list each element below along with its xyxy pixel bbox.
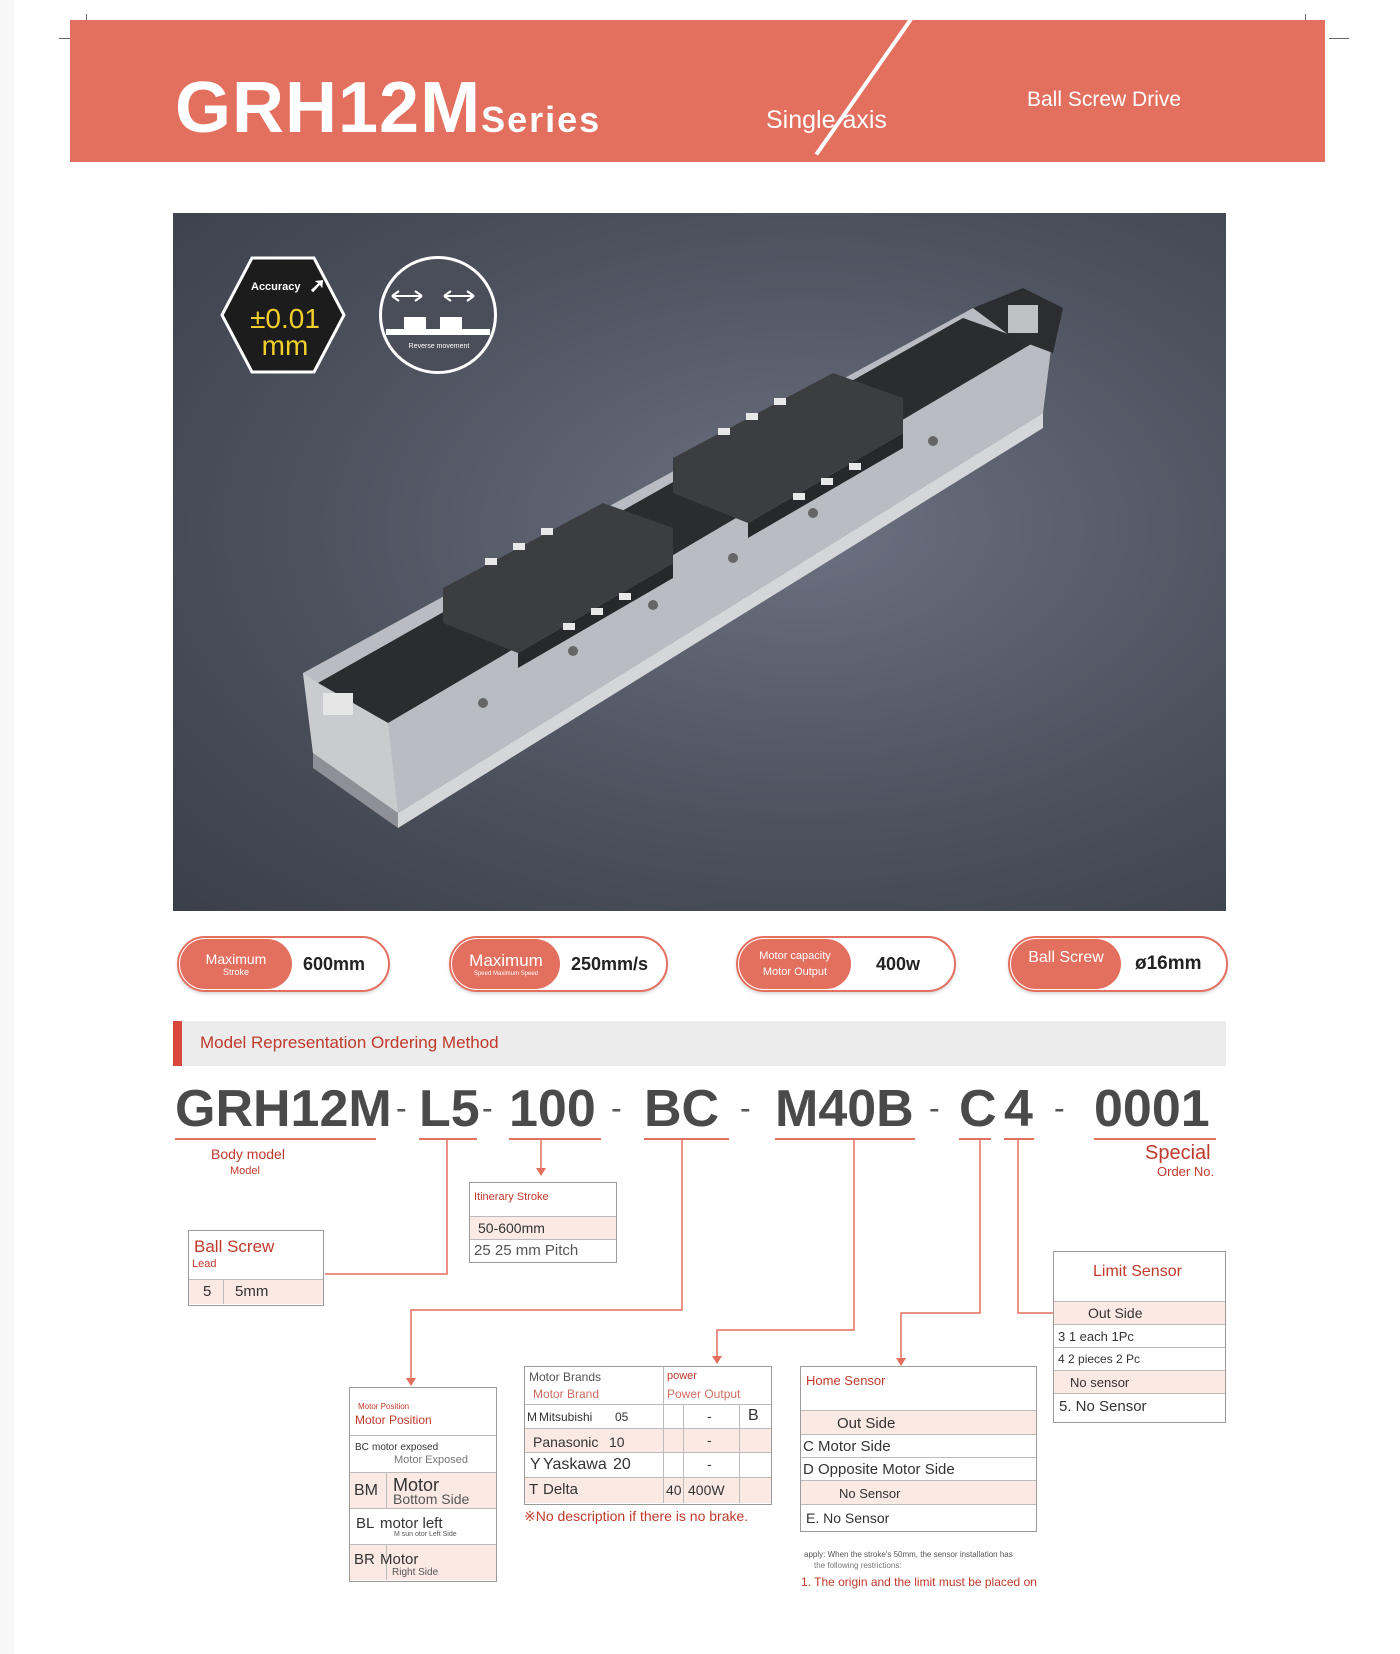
motor-num: 40	[666, 1482, 682, 1498]
motor-position-table	[349, 1387, 497, 1582]
accuracy-number: ±0.01	[250, 303, 320, 334]
table-row	[470, 1216, 616, 1239]
table-row	[525, 1452, 771, 1478]
sensor-option: Out Side	[837, 1415, 896, 1432]
table-row	[350, 1435, 496, 1473]
cell-divider	[739, 1478, 740, 1503]
table-row	[350, 1508, 496, 1545]
spec-label-main: Motor capacity	[759, 950, 831, 962]
spec-label-main: Ball Screw	[1028, 949, 1104, 966]
page	[14, 0, 1400, 1654]
motor-code: M	[527, 1410, 537, 1424]
table-row	[1054, 1324, 1225, 1348]
code-dash: -	[396, 1090, 407, 1126]
table-title: Limit Sensor	[1093, 1263, 1182, 1280]
stroke-range: 50-600mm	[478, 1220, 545, 1236]
position-text: Motor	[393, 1475, 440, 1495]
sensor-option: 3 1 each 1Pc	[1058, 1329, 1134, 1344]
reverse-movement-label: Reverse movement	[408, 343, 470, 350]
position-code: BC	[355, 1442, 369, 1453]
subtitle: Single axis	[766, 106, 887, 134]
cell-divider	[663, 1453, 664, 1478]
series-label: Series	[481, 99, 602, 140]
code-dash: -	[482, 1090, 493, 1126]
code-body-model: GRH12M	[175, 1080, 392, 1138]
cell-divider	[683, 1429, 684, 1453]
motor-num: 05	[615, 1410, 629, 1424]
code-special: 0001	[1094, 1080, 1210, 1138]
cell-divider	[739, 1453, 740, 1478]
table-title: Motor Position	[355, 1413, 432, 1427]
spec-label-sub: Motor Output	[762, 966, 828, 978]
position-text: motor exposed	[372, 1442, 439, 1453]
home-sensor-table	[800, 1366, 1037, 1532]
cell-divider	[739, 1429, 740, 1453]
table-row	[1054, 1393, 1225, 1420]
table-title: Home Sensor	[806, 1373, 886, 1388]
code-dash: -	[740, 1090, 751, 1126]
table-row	[525, 1477, 771, 1503]
spec-label-sub: Speed Maximum Speed	[473, 971, 539, 977]
body-model-label: Body model	[211, 1146, 285, 1162]
cell-divider	[683, 1405, 684, 1429]
sensor-option: No Sensor	[839, 1486, 901, 1501]
brand-header: Motor Brands	[529, 1370, 602, 1384]
motor-power: 400W	[688, 1482, 725, 1498]
motor-brand: Delta	[543, 1481, 579, 1498]
stroke-table	[469, 1182, 617, 1263]
position-sub: Right Side	[392, 1567, 439, 1578]
power-header: power	[667, 1370, 697, 1382]
sensor-option: D Opposite Motor Side	[803, 1461, 955, 1478]
motor-power: -	[707, 1432, 712, 1448]
cell-divider	[739, 1405, 740, 1429]
table-row	[1054, 1347, 1225, 1371]
table-title-small: Motor Position	[358, 1402, 410, 1411]
table-row	[801, 1410, 1036, 1435]
motor-brand: Panasonic	[533, 1434, 599, 1450]
table-row	[525, 1428, 771, 1453]
motor-num: 10	[609, 1434, 625, 1450]
motor-brand: Mitsubishi	[539, 1410, 593, 1424]
spec-value: ø16mm	[1135, 953, 1202, 974]
position-sub: Bottom Side	[393, 1491, 470, 1507]
table-row	[801, 1457, 1036, 1481]
motor-power: -	[707, 1456, 712, 1472]
code-motor: M40B	[775, 1080, 914, 1138]
position-code: BM	[354, 1482, 378, 1499]
accuracy-unit: mm	[261, 330, 309, 361]
col-divider	[663, 1367, 664, 1404]
spec-value: 400w	[876, 953, 921, 974]
section-title: Model Representation Ordering Method	[200, 1033, 499, 1052]
position-sub: M sun otor Left Side	[394, 1531, 457, 1538]
table-row	[525, 1404, 771, 1429]
spec-label-main: Maximum	[469, 951, 543, 970]
cell-divider	[386, 1473, 387, 1509]
brand-header-sub: Motor Brand	[533, 1387, 600, 1401]
table-row	[470, 1239, 616, 1262]
cell-divider	[663, 1429, 664, 1453]
table-row	[350, 1544, 496, 1580]
sensor-option: No sensor	[1070, 1375, 1130, 1390]
table-row	[1054, 1370, 1225, 1394]
accuracy-label: Accuracy	[251, 281, 301, 293]
spec-label-main: Maximum	[205, 951, 267, 967]
spec-label-sub: Stroke	[222, 967, 249, 977]
body-model-sub: Model	[230, 1165, 260, 1177]
code-motor-position: BC	[644, 1080, 720, 1138]
motor-power: -	[707, 1408, 712, 1424]
table-row	[350, 1472, 496, 1509]
power-header-sub: Power Output	[667, 1387, 741, 1401]
code-lead: L5	[419, 1080, 480, 1138]
code-dash: -	[929, 1090, 940, 1126]
sensor-note: the following restrictions:	[814, 1561, 902, 1570]
sensor-option: 4 2 pieces 2 Pc	[1058, 1352, 1141, 1366]
code-home-sensor: C	[959, 1080, 997, 1138]
table-row	[1054, 1301, 1225, 1325]
brake-code: B	[748, 1407, 759, 1424]
stroke-pitch: 25 25 mm Pitch	[474, 1242, 579, 1259]
special-sub: Order No.	[1157, 1164, 1215, 1179]
position-code: BL	[356, 1515, 375, 1532]
position-code: BR	[354, 1551, 375, 1568]
position-sub: Motor Exposed	[394, 1454, 468, 1466]
sensor-option: E. No Sensor	[806, 1510, 890, 1526]
motor-code: T	[529, 1481, 539, 1498]
motor-code: Y	[530, 1456, 541, 1473]
motor-brand-table	[524, 1366, 772, 1505]
table-row	[801, 1480, 1036, 1505]
sensor-note-warning: 1. The origin and the limit must be placed on	[801, 1575, 1037, 1589]
special-label: Special	[1145, 1142, 1211, 1164]
sensor-note: apply: When the stroke's 50mm, the sensor installation has	[804, 1550, 1013, 1559]
lead-code: 5	[203, 1283, 212, 1300]
cell-divider	[663, 1478, 664, 1503]
limit-sensor-table	[1053, 1251, 1226, 1423]
sensor-option: 5. No Sensor	[1059, 1398, 1147, 1415]
drive-type: Ball Screw Drive	[1027, 88, 1182, 111]
code-dash: -	[1054, 1090, 1065, 1126]
table-title: Ball Screw	[194, 1237, 275, 1256]
table-row	[801, 1504, 1036, 1530]
code-stroke: 100	[509, 1080, 596, 1138]
cell-divider	[683, 1453, 684, 1478]
spec-value: 250mm/s	[571, 953, 649, 974]
motor-num: 20	[613, 1456, 631, 1473]
code-dash: -	[611, 1090, 622, 1126]
cell-divider	[223, 1280, 224, 1304]
spec-value: 600mm	[303, 953, 366, 974]
arrow-up-icon: ➚	[309, 275, 326, 297]
table-subtitle: Lead	[192, 1258, 217, 1270]
sensor-option: Out Side	[1088, 1305, 1143, 1321]
code-limit-sensor: 4	[1004, 1080, 1033, 1138]
position-text: motor left	[380, 1515, 443, 1532]
table-row	[801, 1434, 1036, 1458]
cell-divider	[663, 1405, 664, 1429]
motor-brand: Yaskawa	[543, 1456, 607, 1473]
sensor-option: C Motor Side	[803, 1438, 891, 1455]
cell-divider	[683, 1478, 684, 1503]
ball-screw-table	[188, 1230, 324, 1306]
brake-note: ※No description if there is no brake.	[524, 1508, 749, 1524]
lead-value: 5mm	[235, 1283, 269, 1300]
table-title: Itinerary Stroke	[474, 1191, 549, 1203]
position-text: Motor	[380, 1551, 419, 1568]
table-row	[189, 1279, 323, 1304]
model-name: GRH12M	[175, 68, 482, 148]
